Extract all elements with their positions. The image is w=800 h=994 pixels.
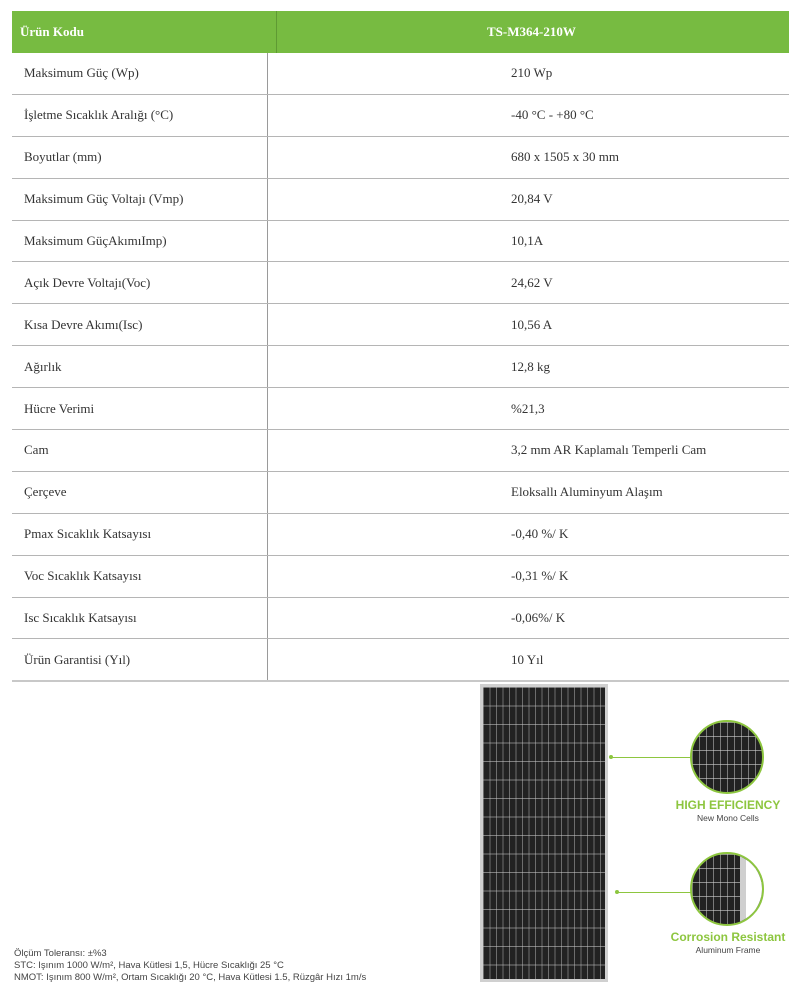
table-header <box>12 11 789 53</box>
spec-value: 10 Yıl <box>511 651 544 667</box>
feature-subtitle-efficiency: New Mono Cells <box>697 813 759 823</box>
spec-value: -40 °C - +80 °C <box>511 107 594 123</box>
table-row <box>12 556 789 598</box>
spec-label: Maksimum Güç Voltajı (Vmp) <box>12 179 268 220</box>
spec-value: 20,84 V <box>511 191 553 207</box>
spec-label: Maksimum Güç (Wp) <box>12 53 268 94</box>
table-row <box>12 95 789 137</box>
spec-label: Çerçeve <box>12 472 268 513</box>
table-row <box>12 598 789 640</box>
callout-line <box>611 757 693 758</box>
table-row <box>12 137 789 179</box>
frame-zoom-circle <box>690 852 764 926</box>
table-row <box>12 388 789 430</box>
spec-label: Ağırlık <box>12 346 268 387</box>
spec-value: 10,56 A <box>511 316 553 332</box>
feature-subtitle-corrosion: Aluminum Frame <box>695 945 761 955</box>
spec-label: Açık Devre Voltajı(Voc) <box>12 262 268 303</box>
spec-label: Boyutlar (mm) <box>12 137 268 178</box>
spec-value: 12,8 kg <box>511 358 550 374</box>
callout-line <box>617 892 693 893</box>
mono-cells-zoom-circle <box>690 720 764 794</box>
header-label: Ürün Kodu <box>12 11 277 53</box>
table-row <box>12 472 789 514</box>
solar-panel-image <box>480 684 608 982</box>
spec-label: İşletme Sıcaklık Aralığı (°C) <box>12 95 268 136</box>
table-row <box>12 53 789 95</box>
table-row <box>12 221 789 263</box>
spec-label: Kısa Devre Akımı(Isc) <box>12 304 268 345</box>
spec-value: -0,40 %/ K <box>511 526 569 542</box>
feature-title-corrosion: Corrosion Resistant <box>670 930 786 944</box>
spec-value: 210 Wp <box>511 65 553 81</box>
spec-label: Hücre Verimi <box>12 388 268 429</box>
note-tolerance: Ölçüm Toleransı: ±%3 <box>14 948 107 959</box>
table-row <box>12 304 789 346</box>
spec-value: -0,06%/ K <box>511 610 566 626</box>
footnotes <box>14 948 366 984</box>
table-row <box>12 430 789 472</box>
spec-label: Voc Sıcaklık Katsayısı <box>12 556 268 597</box>
note-stc: STC: Işınım 1000 W/m², Hava Kütlesi 1,5, Hücre Sıcaklığı 25 °C <box>14 960 284 971</box>
feature-title-efficiency: HIGH EFFICIENCY <box>675 798 781 812</box>
spec-value: 3,2 mm AR Kaplamalı Temperli Cam <box>511 442 707 458</box>
spec-label: Ürün Garantisi (Yıl) <box>12 639 268 680</box>
spec-table <box>12 11 789 682</box>
spec-value: 24,62 V <box>511 274 553 290</box>
spec-label: Pmax Sıcaklık Katsayısı <box>12 514 268 555</box>
table-row <box>12 179 789 221</box>
table-row <box>12 346 789 388</box>
spec-label: Maksimum GüçAkımıImp) <box>12 221 268 262</box>
spec-value: 10,1A <box>511 233 544 248</box>
spec-label: Cam <box>12 430 268 471</box>
note-nmot: NMOT: Işınım 800 W/m², Ortam Sıcaklığı 20 °C, Hava Kütlesi 1.5, Rüzgâr Hızı 1m/s <box>14 972 367 983</box>
spec-value: 680 x 1505 x 30 mm <box>511 149 619 165</box>
table-row <box>12 639 789 682</box>
solar-panel-illustration <box>470 680 800 994</box>
table-row <box>12 262 789 304</box>
spec-value: -0,31 %/ K <box>511 568 569 584</box>
spec-label: Isc Sıcaklık Katsayısı <box>12 598 268 639</box>
spec-value: Eloksallı Aluminyum Alaşım <box>511 484 663 500</box>
spec-value: %21,3 <box>511 400 545 416</box>
header-product-code: TS-M364-210W <box>487 24 576 39</box>
table-row <box>12 514 789 556</box>
